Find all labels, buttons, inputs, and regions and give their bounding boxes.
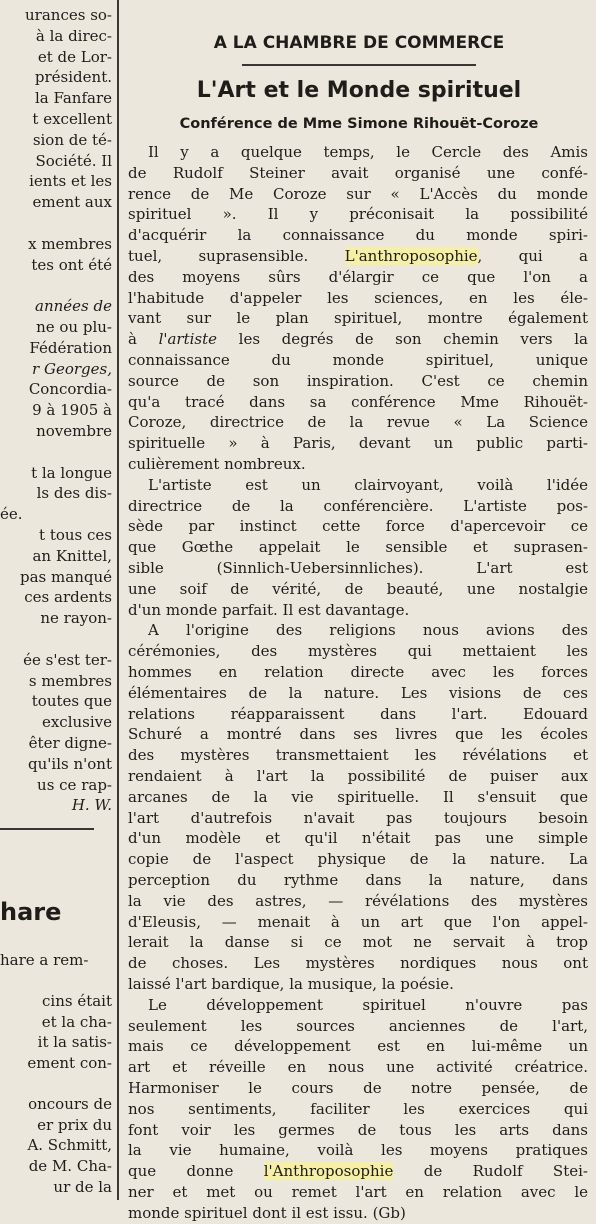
article-line — [128, 1140, 588, 1161]
line-text: spirituelle » à Paris, devant un public parti- — [128, 434, 588, 453]
fragment-line: années de — [35, 297, 112, 316]
article-line — [128, 828, 588, 849]
fragment-line: cins était — [42, 992, 112, 1011]
article-line — [128, 392, 588, 413]
fragment-line: hare a rem- — [0, 951, 89, 969]
article-line — [128, 204, 588, 225]
article-line — [128, 724, 588, 745]
fragment-line: novembre — [36, 422, 112, 440]
fragment-line — [0, 1074, 112, 1095]
fragment-line: A. Schmitt, — [27, 1136, 112, 1155]
article-line — [128, 1036, 588, 1057]
article-line — [128, 641, 588, 662]
fragment-line: tes ont été — [31, 255, 112, 274]
column-divider — [117, 0, 119, 1200]
fragment-line: t la longue — [31, 463, 112, 482]
fragment-line: urances so- — [25, 6, 112, 24]
section-heading: A LA CHAMBRE DE COMMERCE — [213, 33, 505, 53]
article-line — [128, 974, 588, 995]
line-text: l'habitude d'appeler les sciences, en les éle- — [128, 288, 588, 307]
fragment-line: s membres — [28, 671, 112, 690]
fragment-line — [0, 275, 112, 296]
line-text: perception du rythme dans la nature, dans — [128, 871, 588, 889]
line-text: l'art d'autrefois n'avait pas toujours besoin — [128, 808, 588, 827]
article-line — [128, 454, 588, 475]
line-text: arcanes de la vie spirituelle. Il s'ensuit que — [128, 787, 588, 806]
fragment-line: Société. Il — [35, 151, 112, 170]
article-line — [128, 1182, 588, 1203]
article-line — [128, 1078, 588, 1099]
article-line — [128, 849, 588, 870]
fragment-line: qu'ils n'ont — [28, 754, 112, 773]
fragment-line: Fédération — [29, 338, 112, 357]
line-text: Schuré a montré dans ses livres que les écoles — [128, 725, 588, 744]
line-text: source de son inspiration. C'est ce chemin — [128, 371, 588, 390]
fragment-line: la Fanfare — [34, 89, 112, 108]
fragment-line: ne ou plu- — [36, 318, 112, 336]
line-text: tuel, suprasensible. — [128, 247, 345, 265]
line-text: de Rudolf Stei- — [393, 1162, 588, 1181]
fragment-line — [0, 442, 112, 463]
article-line — [128, 516, 588, 537]
line-text: art et réveille en nous une activité créatrice. — [128, 1058, 588, 1077]
fragment-line: ne rayon- — [40, 609, 112, 628]
line-text: sède par instinct cette force d'apercevoir ce — [128, 517, 588, 536]
article-line — [128, 870, 588, 891]
fragment-line: er prix du — [37, 1115, 112, 1134]
article-line — [128, 288, 588, 309]
fragment-divider — [0, 828, 94, 830]
fragment-line — [0, 629, 112, 650]
line-text: spirituel ». Il y préconisait la possibilité — [128, 205, 588, 224]
fragment-line: x membres — [28, 234, 112, 253]
article-line — [128, 1203, 588, 1224]
line-text: ner et met ou remet l'art en relation avec le — [128, 1183, 588, 1201]
line-text: qu'a tracé dans sa conférence Mme Rihouët- — [128, 392, 588, 411]
article-line — [128, 891, 588, 912]
fragment-line: 9 à 1905 à — [32, 401, 112, 420]
line-text: copie de l'aspect physique de la nature. La — [128, 850, 588, 869]
line-text: culièrement nombreux. — [128, 455, 306, 473]
article-subtitle: Conférence de Mme Simone Rihouët-Coroze — [179, 116, 539, 132]
fragment-line: exclusive — [41, 713, 112, 732]
line-text: nos sentiments, faciliter les exercices qui — [128, 1099, 588, 1118]
article-line — [128, 537, 588, 558]
line-text: élémentaires de la nature. Les visions de ces — [128, 683, 588, 702]
article-line — [148, 475, 588, 496]
line-text: d'un modèle et qu'il n'était pas une simple — [128, 829, 588, 848]
article-line — [128, 787, 588, 808]
fragment-line: t tous ces — [39, 526, 112, 544]
line-text: Harmoniser le cours de notre pensée, de — [128, 1079, 588, 1097]
article-line — [128, 1057, 588, 1078]
article-line — [128, 766, 588, 787]
line-text: de Rudolf Steiner avait organisé une confé- — [128, 163, 588, 182]
article-column — [122, 0, 596, 1222]
line-text: Il y a quelque temps, le Cercle des Amis — [148, 143, 588, 161]
fragment-heading: hare — [0, 898, 62, 926]
line-text: cérémonies, des mystères qui mettaient les — [128, 642, 588, 661]
article-line — [148, 142, 588, 163]
line-text: lerait la danse si ce mot ne servait à trop — [128, 933, 588, 952]
fragment-line: oncours de — [28, 1095, 112, 1114]
fragment-line: it la satis- — [37, 1033, 112, 1052]
line-text: la vie des astres, — révélations des mystères — [128, 891, 588, 910]
fragment-line: ients et les — [29, 172, 112, 191]
article-line — [128, 1161, 588, 1182]
article-line — [128, 267, 588, 288]
line-text: rence de Me Coroze sur « L'Accès du monde — [128, 184, 588, 203]
fragment-line: et la cha- — [41, 1012, 112, 1031]
article-line — [128, 246, 588, 267]
fragment-line: ement aux — [32, 193, 112, 212]
fragment-line: êter digne- — [28, 734, 112, 752]
highlighted-term: l'Anthroposophie — [263, 1162, 394, 1181]
article-line — [128, 1120, 588, 1141]
line-text: des moyens sûrs d'élargir ce que l'on a — [128, 267, 588, 286]
article-line — [128, 912, 588, 933]
line-text: directrice de la conférencière. L'artiste pos- — [128, 496, 588, 515]
article-line — [128, 184, 588, 205]
article-line — [128, 683, 588, 704]
line-text: d'acquérir la connaissance du monde spiri- — [128, 226, 588, 245]
article-line — [128, 163, 588, 184]
article-line — [128, 225, 588, 246]
fragment-line: H. W. — [71, 796, 112, 815]
line-text: sible (Sinnlich-Uebersinnliches). L'art est — [128, 559, 588, 577]
article-title: L'Art et le Monde spirituel — [196, 78, 522, 103]
article-line — [128, 745, 588, 766]
highlighted-term: L'anthroposophie — [344, 247, 478, 265]
line-text: de choses. Les mystères nordiques nous ont — [128, 954, 588, 973]
line-text: rendaient à l'art la possibilité de puiser aux — [128, 767, 588, 785]
article-line — [128, 329, 588, 350]
line-text: que Gœthe appelait le sensible et suprasen- — [128, 538, 588, 557]
fragment-line: sion de té- — [32, 130, 112, 149]
fragment-line: de M. Cha- — [28, 1157, 112, 1175]
line-text: mais ce développement est en lui-même un — [128, 1037, 588, 1056]
fragment-line — [0, 971, 112, 992]
fragment-line: r Georges, — [32, 359, 112, 378]
line-text: que donne — [128, 1162, 264, 1181]
article-line — [128, 600, 588, 621]
line-text: vant sur le plan spirituel, montre également — [128, 309, 588, 328]
heading-rule — [242, 64, 476, 66]
line-text: hommes en relation directe avec les forces — [128, 663, 588, 681]
line-text: les degrés de son chemin vers la — [217, 330, 588, 349]
line-text: A l'origine des religions nous avions des — [148, 621, 588, 640]
article-line — [128, 371, 588, 392]
fragment-line: président. — [34, 68, 112, 87]
article-line — [128, 433, 588, 454]
fragment-line: us ce rap- — [37, 775, 112, 794]
line-text: relations réapparaissent dans l'art. Edouard — [128, 704, 588, 723]
article-line — [128, 496, 588, 517]
article-line — [128, 579, 588, 600]
line-text: à — [128, 330, 159, 349]
article-line — [128, 350, 588, 371]
fragment-line: ement con- — [27, 1054, 112, 1072]
article-line — [128, 308, 588, 329]
line-text: d'un monde parfait. Il est davantage. — [128, 600, 410, 619]
line-text: Coroze, directrice de la revue « La Science — [128, 413, 588, 432]
article-line — [128, 662, 588, 683]
article-line — [148, 995, 588, 1016]
fragment-line: toutes que — [31, 692, 112, 711]
line-text: une soif de vérité, de beauté, une nostalgie — [128, 579, 588, 598]
fragment-line: ls des dis- — [36, 484, 112, 503]
line-text: , qui a — [477, 247, 588, 265]
left-column-fragment — [0, 0, 112, 1200]
article-line — [128, 704, 588, 725]
fragment-line: Concordia- — [28, 380, 112, 399]
article-line — [128, 1099, 588, 1120]
fragment-line: à la direc- — [35, 26, 112, 45]
line-text: font voir les germes de tous les arts dans — [128, 1120, 588, 1139]
line-text: seulement les sources anciennes de l'art, — [128, 1016, 588, 1035]
fragment-line: et de Lor- — [37, 47, 112, 66]
article-line — [128, 412, 588, 433]
article-line — [128, 953, 588, 974]
line-text: laissé l'art bardique, la musique, la poésie. — [128, 975, 454, 993]
line-text: d'Eleusis, — menait à un art que l'on appel- — [128, 912, 588, 931]
article-line — [128, 808, 588, 829]
line-text: des mystères transmettaient les révélations et — [128, 746, 588, 765]
article-line — [128, 932, 588, 953]
fragment-line: pas manqué — [20, 567, 112, 586]
line-text: L'artiste est un clairvoyant, voilà l'idée — [148, 475, 588, 494]
article-line — [148, 620, 588, 641]
fragment-line: ces ardents — [24, 588, 112, 607]
fragment-line: t excellent — [32, 110, 112, 128]
fragment-line: ur de la — [53, 1177, 112, 1196]
line-text: l'artiste — [158, 330, 218, 349]
fragment-line: ée. — [0, 505, 23, 524]
article-line — [128, 1016, 588, 1037]
article-line — [128, 558, 588, 579]
line-text: monde spirituel dont il est issu. (Gb) — [128, 1203, 406, 1222]
fragment-line — [0, 213, 112, 234]
fragment-line: ée s'est ter- — [23, 650, 112, 669]
fragment-line: an Knittel, — [32, 546, 112, 565]
line-text: connaissance du monde spirituel, unique — [128, 351, 588, 369]
line-text: Le développement spirituel n'ouvre pas — [148, 995, 588, 1014]
line-text: la vie humaine, voilà les moyens pratiques — [128, 1141, 588, 1160]
